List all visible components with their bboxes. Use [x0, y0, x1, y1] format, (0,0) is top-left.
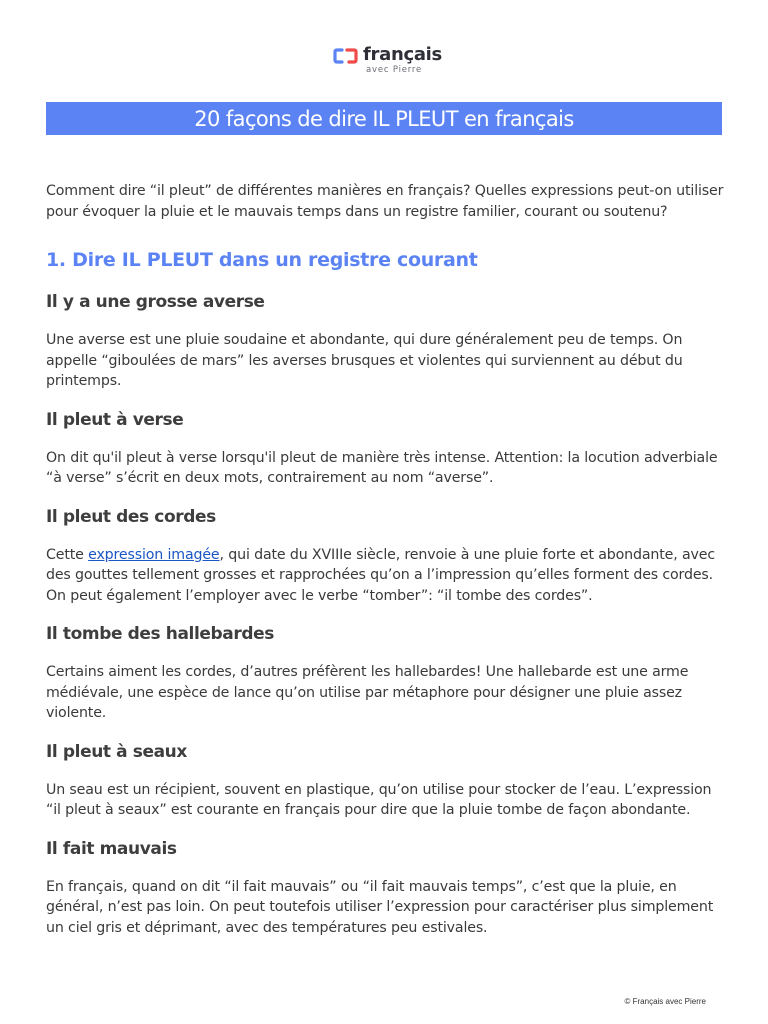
intro-paragraph: Comment dire “il pleut” de différentes manières en français? Quelles expressions peut-on utiliser pour évoquer la pluie et le mauvais temps dans un registre familier, courant ou soutenu?: [46, 183, 724, 220]
entry-heading: Il pleut à seaux: [46, 741, 187, 762]
entry-text: En français, quand on dit “il fait mauvais” ou “il fait mauvais temps”, c’est que la pluie, en général, n’est pas loin. On peut toutefois utiliser l’expression pour caractériser plus simplement un ciel gris et déprimant, avec des températures peu estivales.: [46, 878, 714, 936]
entry-heading: Il pleut à verse: [46, 409, 184, 430]
footer-copyright: © Français avec Pierre: [624, 997, 706, 1006]
entry-text: On dit qu'il pleut à verse lorsqu'il pleut de manière très intense. Attention: la locution adverbiale “à verse” s’écrit en deux mots, contrairement au nom “averse”.: [46, 449, 718, 486]
entry-text: Un seau est un récipient, souvent en plastique, qu’on utilise pour stocker de l’eau. L’expression “il pleut à seaux” est courante en français pour dire que la pluie tombe de façon abondante.: [46, 781, 712, 818]
entry-text: Une averse est une pluie soudaine et abondante, qui dure généralement peu de temps. On appelle “giboulées de mars” les averses brusques et violentes qui surviennent au début du printemps.: [46, 332, 683, 389]
entry-text-before-link: Cette: [46, 546, 89, 563]
section-heading: 1. Dire IL PLEUT dans un registre courant: [46, 249, 478, 271]
logo-wordmark: français: [363, 44, 442, 65]
entry-text: Certains aiment les cordes, d’autres préfèrent les hallebardes! Une hallebarde est une arme médiévale, une espèce de lance qu’on utilise par métaphore pour désigner une pluie assez violente.: [46, 664, 689, 721]
page-title-banner: [46, 102, 722, 135]
entry-heading: Il fait mauvais: [46, 838, 177, 859]
logo-tagline: avec Pierre: [366, 65, 423, 75]
expression-imagee-link[interactable]: expression imagée: [88, 546, 220, 563]
entry-heading: Il y a une grosse averse: [46, 292, 265, 312]
entry-text-after-link: , qui date du XVIIIe siècle, renvoie à une pluie forte et abondante, avec des gouttes tellement grosses et rapprochées qu’on a l’impression qu’elles forment des cordes. On peut également l’employer avec le verbe “tomber”: “il tombe des cordes”.: [46, 546, 715, 604]
page-title: 20 façons de dire IL PLEUT en français: [194, 106, 574, 131]
article-body: [46, 181, 726, 954]
entry-heading: Il tombe des hallebardes: [46, 624, 274, 644]
logo-mark-icon: [333, 47, 359, 65]
entry-text: [46, 545, 726, 607]
entry-heading: Il pleut des cordes: [46, 506, 216, 527]
brand-logo: [333, 45, 442, 77]
